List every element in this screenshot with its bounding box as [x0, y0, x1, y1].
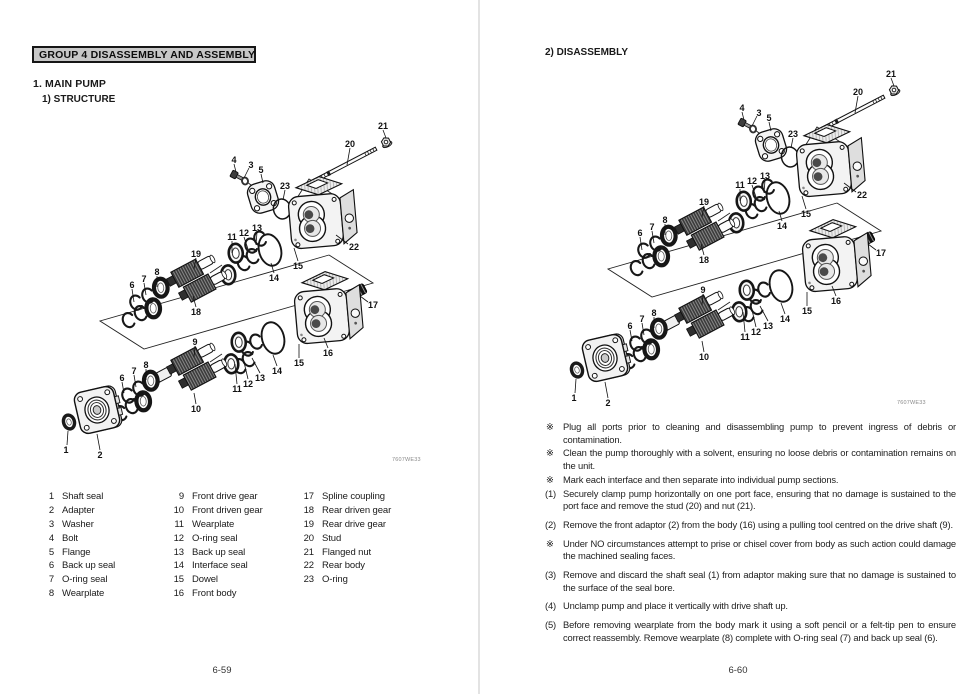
- part-number: 10: [173, 505, 184, 517]
- parts-list-row: [170, 531, 300, 545]
- part-number: 12: [173, 532, 184, 544]
- step-item: [545, 474, 956, 487]
- page-number-right: 6-60: [728, 665, 748, 676]
- part-name: Dowel: [192, 574, 218, 586]
- step-text: Plug all ports prior to cleaning and disassembling pump to prevent ingress of debris or contamination.: [563, 421, 956, 445]
- parts-list-row: [170, 587, 300, 601]
- step-marker: ※: [546, 537, 554, 549]
- part-number: 17: [303, 491, 314, 503]
- group-header-bar: [32, 46, 256, 63]
- part-name: Stud: [322, 532, 342, 544]
- parts-list-row: [40, 504, 170, 518]
- parts-list-col2: [170, 490, 300, 600]
- part-name: Front body: [192, 587, 237, 599]
- parts-list-row: [300, 518, 430, 532]
- part-name: Wearplate: [62, 587, 105, 599]
- part-name: Washer: [62, 518, 94, 530]
- parts-list-row: [170, 559, 300, 573]
- step-item: [545, 619, 956, 644]
- step-item: [545, 421, 956, 446]
- step-marker: (1): [545, 487, 557, 499]
- part-number: 20: [303, 532, 314, 544]
- step-marker: (2): [545, 518, 557, 530]
- part-name: Flange: [62, 546, 91, 558]
- group-header-title: GROUP 4 DISASSEMBLY AND ASSEMBLY: [39, 48, 256, 61]
- part-number: 1: [48, 491, 54, 503]
- part-number: 18: [303, 505, 314, 517]
- part-name: Shaft seal: [62, 491, 104, 503]
- step-item: [545, 600, 956, 613]
- part-number: 5: [48, 546, 54, 558]
- part-name: Bolt: [62, 532, 78, 544]
- exploded-diagram-structure: [60, 110, 480, 472]
- step-text: Under NO circumstances attempt to prise or chisel cover from body as such action could damage the machined sealing faces.: [563, 537, 956, 562]
- parts-list-row: [40, 518, 170, 532]
- part-name: Front driven gear: [192, 505, 263, 517]
- step-item: [545, 488, 956, 513]
- step-text: Unclamp pump and place it vertically with drive shaft up.: [563, 600, 788, 612]
- parts-list-row: [300, 573, 430, 587]
- parts-list-row: [300, 504, 430, 518]
- part-name: Rear driven gear: [322, 505, 392, 517]
- part-name: O-ring seal: [192, 532, 238, 544]
- parts-list-col3: [300, 490, 430, 587]
- exploded-diagram-disassembly: [568, 58, 975, 420]
- part-number: 2: [48, 505, 54, 517]
- parts-list-row: [170, 573, 300, 587]
- part-number: 14: [173, 560, 184, 572]
- part-name: Rear body: [322, 560, 365, 572]
- disassembly-heading: 2) DISASSEMBLY: [545, 47, 628, 58]
- part-name: Rear drive gear: [322, 518, 386, 530]
- parts-list-row: [300, 531, 430, 545]
- part-name: Flanged nut: [322, 546, 372, 558]
- page-number-left: 6-59: [212, 665, 232, 676]
- parts-list-row: [40, 531, 170, 545]
- part-number: 15: [173, 574, 184, 586]
- part-name: Back up seal: [192, 546, 246, 558]
- parts-list-row: [170, 490, 300, 504]
- step-item: [545, 519, 956, 532]
- parts-list-row: [170, 504, 300, 518]
- parts-list-row: [170, 518, 300, 532]
- step-text: Clean the pump thoroughly with a solvent, ensuring no loose debris or contamination remains on the unit.: [563, 447, 956, 472]
- part-name: Adapter: [62, 505, 95, 517]
- step-marker: (4): [545, 600, 557, 612]
- structure-heading: 1) STRUCTURE: [42, 94, 116, 105]
- part-number: 19: [303, 518, 314, 530]
- step-text: Remove and discard the shaft seal (1) from adaptor making sure that no damage is sustained to the surface of the seal bore.: [563, 569, 956, 593]
- parts-list-row: [170, 545, 300, 559]
- parts-list-row: [300, 490, 430, 504]
- part-number: 21: [303, 546, 314, 558]
- parts-list-row: [40, 545, 170, 559]
- parts-list-row: [40, 559, 170, 573]
- parts-list-row: [40, 587, 170, 601]
- part-number: 3: [48, 518, 54, 530]
- part-number: 16: [173, 587, 184, 599]
- step-text: Before removing wearplate from the body mark it using a soft pencil or a felt-tip pen to ensure correct reassembly. Remove wearplate (8) complete with O-ring seal (7) and back up seal (6).: [563, 619, 956, 643]
- parts-list-col1: [40, 490, 170, 600]
- part-number: 4: [48, 532, 54, 544]
- part-number: 11: [174, 518, 184, 530]
- part-number: 22: [303, 560, 314, 572]
- part-number: 6: [48, 560, 54, 572]
- figure-code-right: 7607WE33: [897, 400, 926, 406]
- part-number: 9: [178, 491, 184, 503]
- step-text: Remove the front adaptor (2) from the body (16) using a pulling tool centred on the drive shaft (9).: [563, 518, 953, 530]
- step-item: [545, 447, 956, 472]
- parts-list-row: [300, 545, 430, 559]
- parts-list-row: [300, 559, 430, 573]
- step-text: Mark each interface and then separate into individual pump sections.: [563, 473, 839, 485]
- step-marker: (3): [545, 569, 557, 581]
- step-marker: ※: [546, 473, 554, 485]
- step-marker: (5): [545, 619, 557, 631]
- step-marker: ※: [546, 447, 554, 459]
- part-name: O-ring: [322, 574, 348, 586]
- step-marker: ※: [546, 421, 554, 432]
- parts-list-row: [40, 573, 170, 587]
- part-number: 13: [173, 546, 184, 558]
- part-number: 23: [303, 574, 314, 586]
- main-pump-heading: 1. MAIN PUMP: [33, 78, 106, 90]
- part-name: O-ring seal: [62, 574, 108, 586]
- part-name: Back up seal: [62, 560, 116, 572]
- part-name: Spline coupling: [322, 491, 385, 503]
- step-item: [545, 569, 956, 594]
- part-number: 8: [48, 587, 54, 599]
- figure-code-left: 7607WE33: [392, 457, 421, 463]
- part-number: 7: [48, 574, 54, 586]
- step-text: Securely clamp pump horizontally on one port face, ensuring that no damage is sustained to the port face and remove the stud (20) and nut (21).: [563, 487, 956, 512]
- part-name: Interface seal: [192, 560, 248, 572]
- parts-list-row: [40, 490, 170, 504]
- step-item: [545, 538, 956, 563]
- part-name: Front drive gear: [192, 491, 258, 503]
- part-name: Wearplate: [192, 518, 235, 530]
- disassembly-steps: [545, 421, 956, 651]
